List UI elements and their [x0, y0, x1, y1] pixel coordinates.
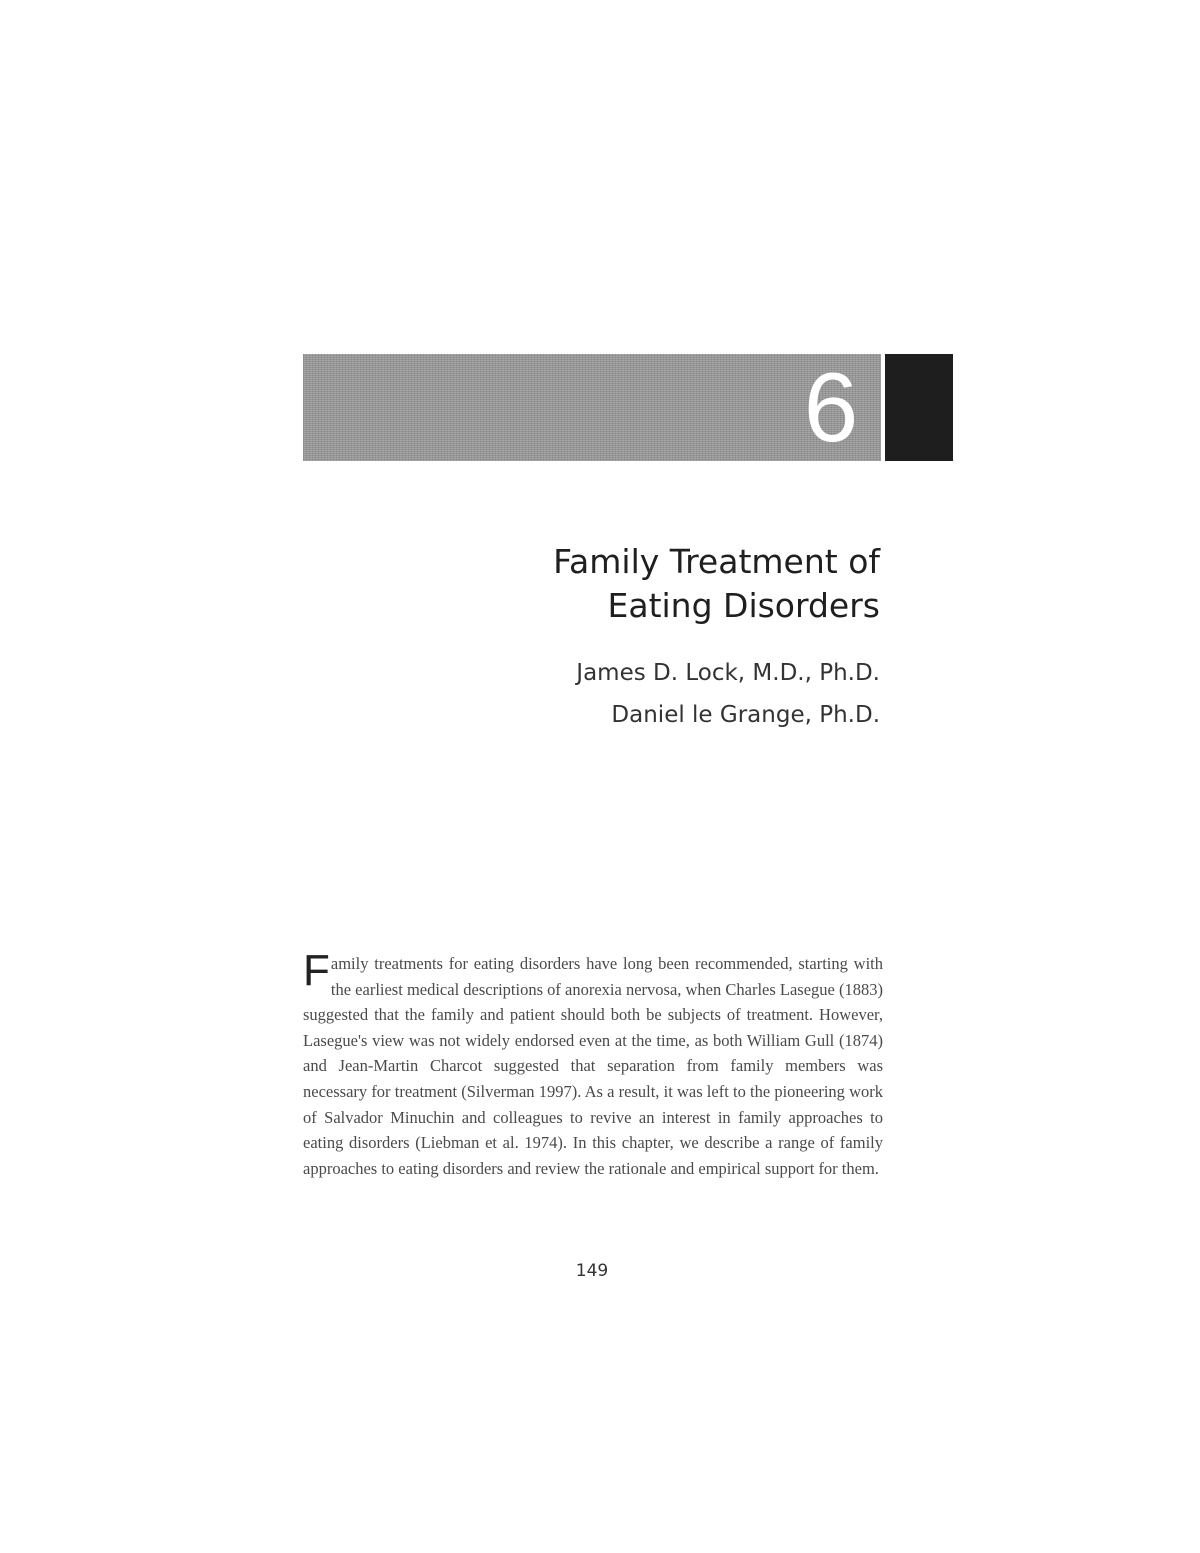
- author-1: James D. Lock, M.D., Ph.D.: [576, 660, 880, 686]
- chapter-marker-block: [885, 354, 953, 461]
- chapter-title: [320, 540, 880, 628]
- chapter-number: 6: [803, 352, 859, 462]
- intro-paragraph-text: amily treatments for eating disorders have long been recommended, starting with the earliest medical descriptions of anorexia nervosa, when Charles Lasegue (1883) suggested that the family and patient should both be subjects of treatment. However, Lasegue's view was not widely endorsed even at the time, as both William Gull (1874) and Jean-Martin Charcot suggested that separation from family members was necessary for treatment (Silverman 1997). As a result, it was left to the pioneering work of Salvador Minuchin and colleagues to revive an interest in family approaches to eating disorders (Liebman et al. 1974). In this chapter, we describe a range of family approaches to eating disorders and review the rationale and empirical support for them.: [303, 954, 883, 1178]
- chapter-title-line-1: Family Treatment of: [553, 542, 880, 581]
- drop-cap: F: [303, 946, 330, 995]
- author-2: Daniel le Grange, Ph.D.: [611, 702, 880, 728]
- page-number: 149: [575, 1261, 609, 1281]
- chapter-title-line-2: Eating Disorders: [607, 586, 880, 625]
- intro-paragraph: [303, 946, 883, 1181]
